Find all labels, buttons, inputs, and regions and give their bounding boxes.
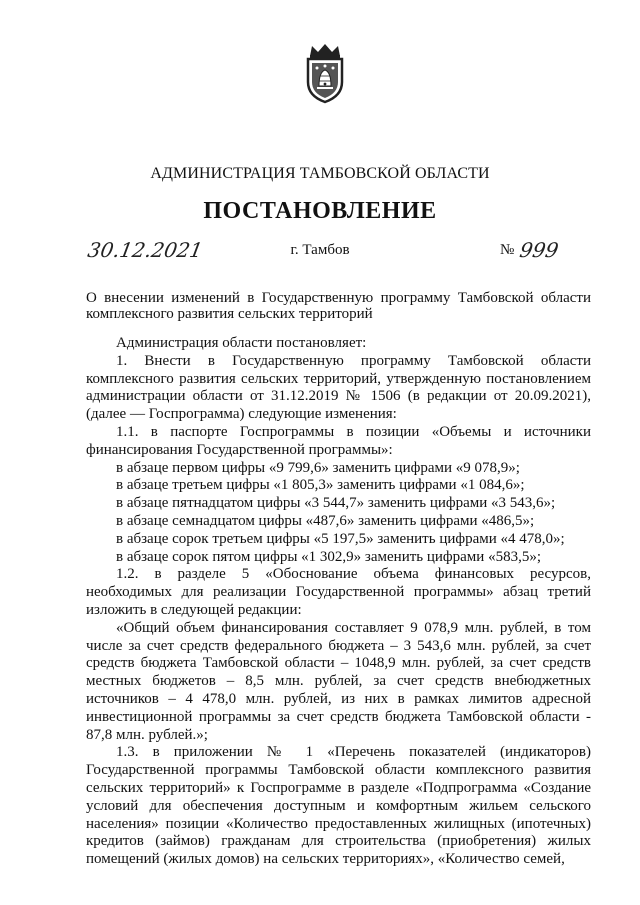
tambov-coat-of-arms-icon xyxy=(302,42,348,104)
body-paragraph: в абзаце сорок пятом цифры «1 302,9» заменить цифрами «583,5»; xyxy=(116,548,541,565)
body-paragraph: в абзаце сорок третьем цифры «5 197,5» заменить цифрами «4 478,0»; xyxy=(116,530,565,547)
body-paragraph: в абзаце первом цифры «9 799,6» заменить цифрами «9 078,9»; xyxy=(116,459,520,476)
document-date: 30.12.2021 xyxy=(85,238,205,262)
document-number-label: № xyxy=(500,242,515,258)
body-paragraph: 1.2. в разделе 5 «Обоснование объема финансовых ресурсов, необходимых для реализации Государственной программы» абзац третий изложить в следующей редакции: xyxy=(86,566,591,618)
body-paragraph: Администрация области постановляет: xyxy=(116,335,367,351)
body-paragraph: в абзаце третьем цифры «1 805,3» заменить цифрами «1 084,6»; xyxy=(116,477,525,494)
body-paragraph: «Общий объем финансирования составляет 9 078,9 млн. рублей, в том числе за счет средств федерального бюджета – 3 543,6 млн. рублей, за счет средств бюджета Тамбовской области – 1048,9 млн. рублей, за счет средств местных бюджетов – 8,5 млн. рублей, за счет средств внебюджетных источников – 4 478,0 млн. рублей, из них в рамках лимитов адресной инвестиционной программы за счет средств бюджета Тамбовской области - 87,8 млн. рублей.»; xyxy=(86,619,591,743)
document-number: 999 xyxy=(517,238,561,262)
document-city: г. Тамбов xyxy=(290,242,350,258)
document-subject: О внесении изменений в Государственную программу Тамбовской области комплексного развития сельских территорий xyxy=(86,290,591,322)
body-paragraph: 1.1. в паспорте Госпрограммы в позиции «Объемы и источники финансирования Государственной программы»: xyxy=(86,423,591,458)
organization-name: АДМИНИСТРАЦИЯ ТАМБОВСКОЙ ОБЛАСТИ xyxy=(150,165,490,182)
document-body xyxy=(86,335,591,869)
body-paragraph: в абзаце пятнадцатом цифры «3 544,7» заменить цифрами «3 543,6»; xyxy=(116,495,556,512)
body-paragraph: 1. Внести в Государственную программу Тамбовской области комплексного развития сельских территорий, утвержденную постановлением администрации области от 31.12.2019 № 1506 (в редакции от 20.09.2021), (далее — Госпрограмма) следующие изменения: xyxy=(86,352,591,423)
body-paragraph: 1.3. в приложении № 1 «Перечень показателей (индикаторов) Государственной программы Тамбовской области комплексного развития сельских территорий» к Госпрограмме в разделе «Подпрограмма «Создание условий для обеспечения доступным и комфортным жильем сельского населения» позиции «Количество предоставленных жилищных (ипотечных) кредитов (займов) гражданам для строительства (приобретения) жилых помещений (жилых домов) на сельских территориях», «Количество семей, xyxy=(86,744,591,868)
body-paragraph: в абзаце семнадцатом цифры «487,6» заменить цифрами «486,5»; xyxy=(116,512,535,529)
document-type: ПОСТАНОВЛЕНИЕ xyxy=(203,198,437,224)
